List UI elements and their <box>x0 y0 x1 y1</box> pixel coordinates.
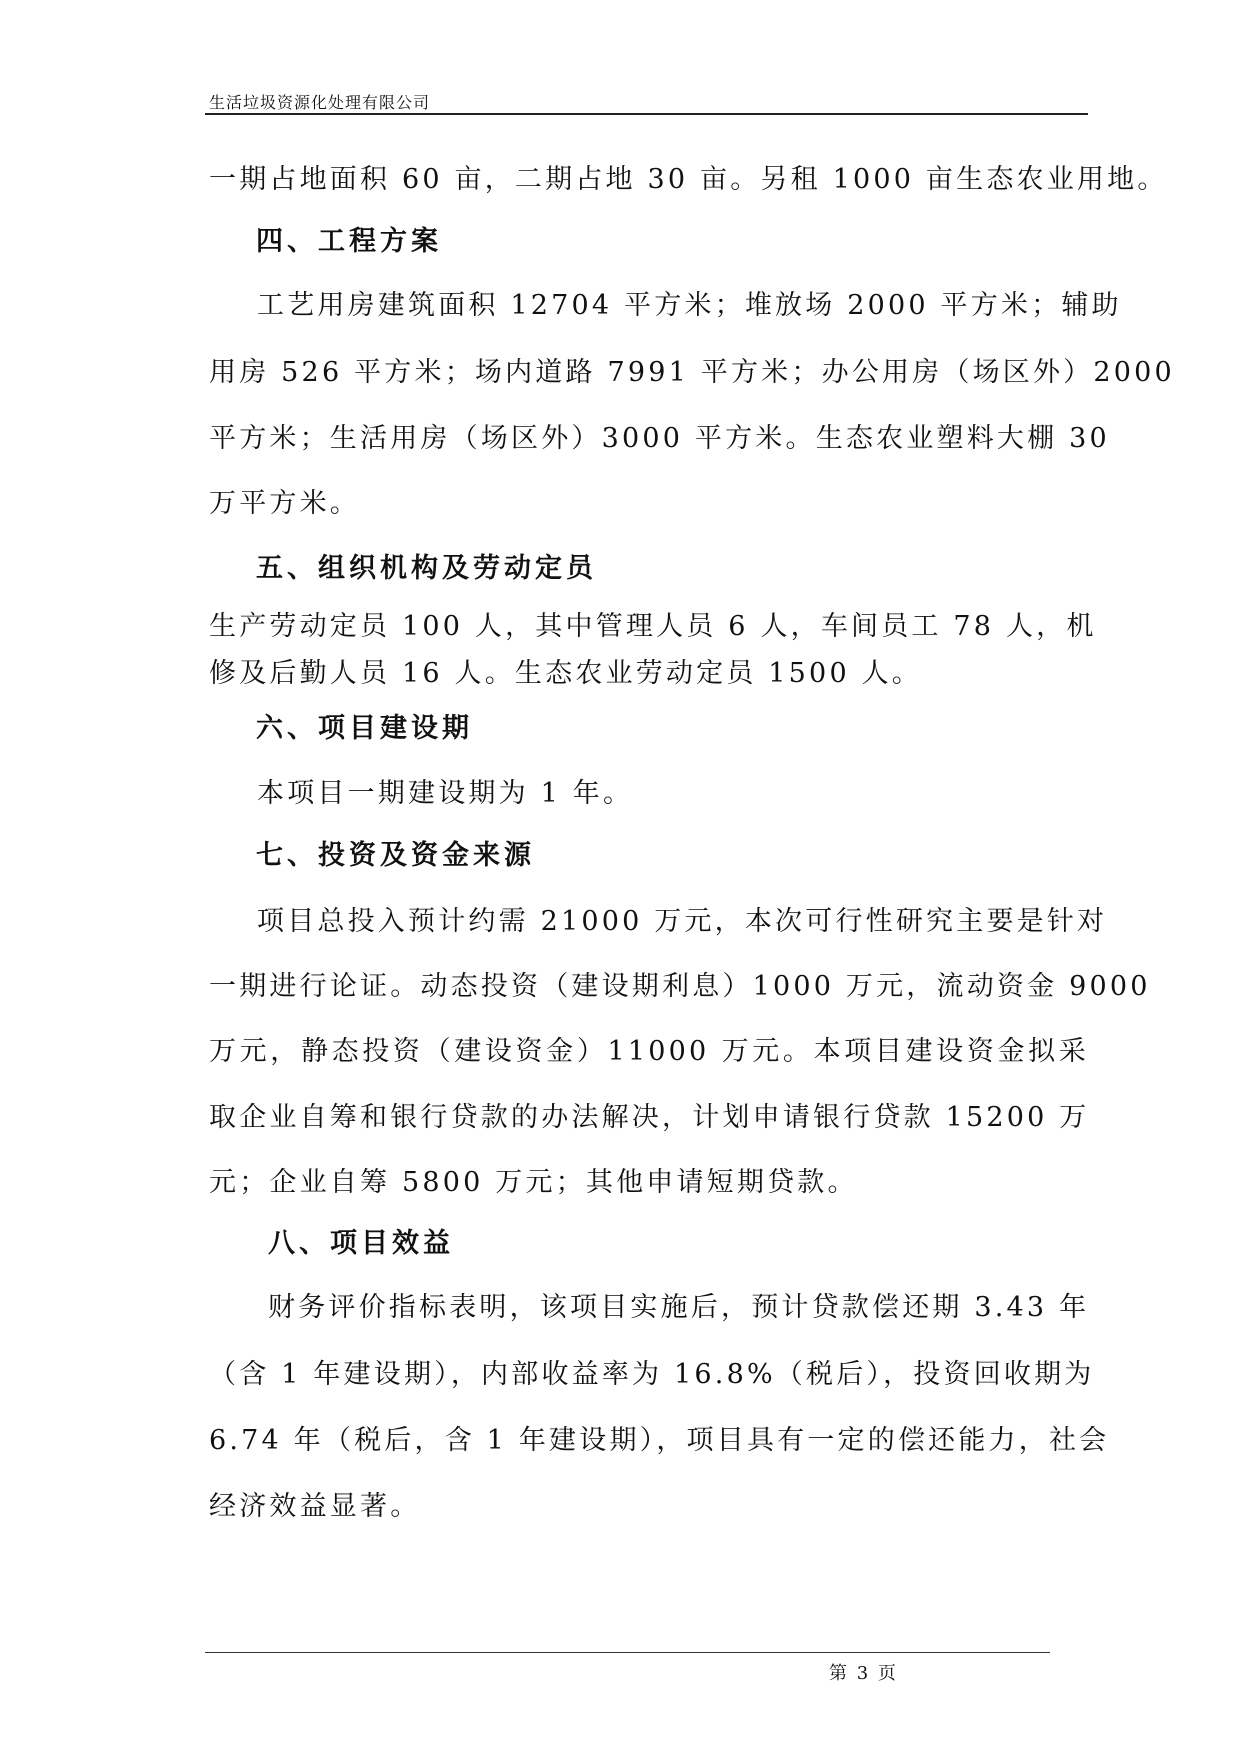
paragraph-line: 经济效益显著。 <box>209 1491 421 1522</box>
paragraph-line: 一期占地面积 60 亩，二期占地 30 亩。另租 1000 亩生态农业用地。 <box>209 164 1168 195</box>
section-heading-4: 四、工程方案 <box>256 226 442 257</box>
paragraph-line: 万元，静态投资（建设资金）11000 万元。本项目建设资金拟采 <box>209 1036 1089 1067</box>
footer-divider <box>205 1652 1050 1653</box>
header-divider <box>205 113 1088 115</box>
section-heading-6: 六、项目建设期 <box>256 713 473 744</box>
paragraph-line: 修及后勤人员 16 人。生态农业劳动定员 1500 人。 <box>209 658 922 689</box>
section-heading-7: 七、投资及资金来源 <box>256 840 535 871</box>
paragraph-line: 万平方米。 <box>209 488 360 519</box>
section-heading-8: 八、项目效益 <box>268 1228 454 1259</box>
paragraph-line: 工艺用房建筑面积 12704 平方米；堆放场 2000 平方米；辅助 <box>257 290 1122 321</box>
paragraph-line: 取企业自筹和银行贷款的办法解决，计划申请银行贷款 15200 万 <box>209 1102 1090 1133</box>
paragraph-line: 元；企业自筹 5800 万元；其他申请短期贷款。 <box>209 1167 858 1198</box>
paragraph-line: 6.74 年（税后，含 1 年建设期），项目具有一定的偿还能力，社会 <box>209 1425 1110 1456</box>
page-number: 第 3 页 <box>829 1663 898 1684</box>
paragraph-line: 生产劳动定员 100 人，其中管理人员 6 人，车间员工 78 人，机 <box>209 611 1097 642</box>
paragraph-line: 本项目一期建设期为 1 年。 <box>257 778 634 809</box>
paragraph-line: （含 1 年建设期），内部收益率为 16.8%（税后），投资回收期为 <box>209 1359 1095 1390</box>
paragraph-line: 平方米；生活用房（场区外）3000 平方米。生态农业塑料大棚 30 <box>209 423 1110 454</box>
paragraph-line: 用房 526 平方米；场内道路 7991 平方米；办公用房（场区外）2000 <box>209 357 1175 388</box>
paragraph-line: 一期进行论证。动态投资（建设期利息）1000 万元，流动资金 9000 <box>209 971 1151 1002</box>
company-name: 生活垃圾资源化处理有限公司 <box>209 93 431 112</box>
paragraph-line: 项目总投入预计约需 21000 万元，本次可行性研究主要是针对 <box>257 906 1108 937</box>
section-heading-5: 五、组织机构及劳动定员 <box>256 553 597 584</box>
paragraph-line: 财务评价指标表明，该项目实施后，预计贷款偿还期 3.43 年 <box>268 1292 1090 1323</box>
